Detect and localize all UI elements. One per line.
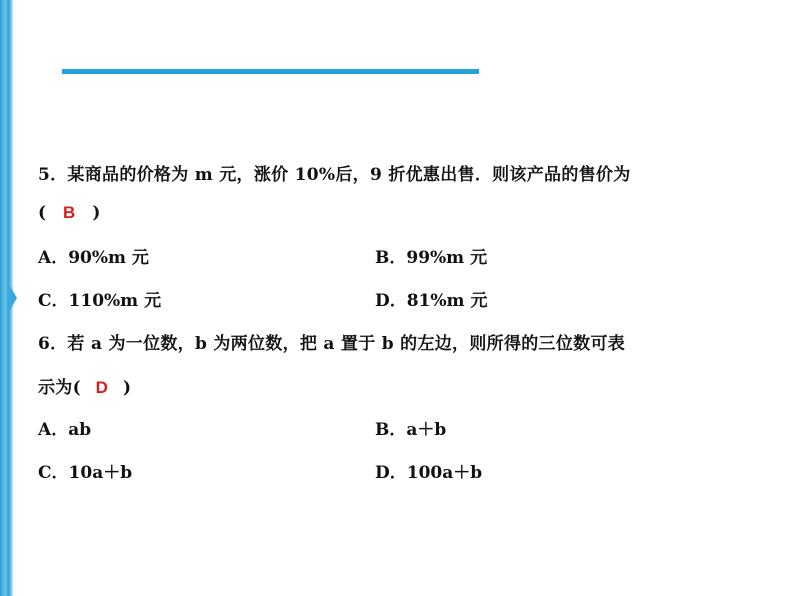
question-6-stem: 6．若 a 为一位数，b 为两位数，把 a 置于 b 的左边，则所得的三位数可表	[38, 334, 626, 354]
title-underline	[62, 69, 479, 74]
close-paren: )	[122, 378, 132, 398]
q6-option-c: C．10a＋b	[38, 463, 133, 483]
question-5-answer: B	[63, 203, 76, 222]
q5-option-b: B．99%m 元	[375, 248, 488, 268]
open-paren: (	[38, 203, 47, 223]
q6-option-b: B．a＋b	[375, 420, 447, 440]
close-paren: )	[92, 203, 101, 223]
q5-option-d: D．81%m 元	[375, 291, 488, 311]
q5-option-c: C．110%m 元	[38, 291, 162, 311]
question-6-answer: D	[95, 378, 109, 397]
question-5-answer-line	[38, 203, 101, 223]
q6-option-d: D．100a＋b	[375, 463, 483, 483]
q5-option-a: A．90%m 元	[38, 248, 149, 268]
stem-continuation: 示为(	[38, 378, 81, 398]
left-bar-arrow-icon	[10, 286, 17, 310]
question-5-stem: 5．某商品的价格为 m 元，涨价 10%后，9 折优惠出售．则该产品的售价为	[38, 165, 631, 185]
q6-option-a: A．ab	[38, 420, 92, 440]
question-6-answer-line	[38, 373, 131, 398]
